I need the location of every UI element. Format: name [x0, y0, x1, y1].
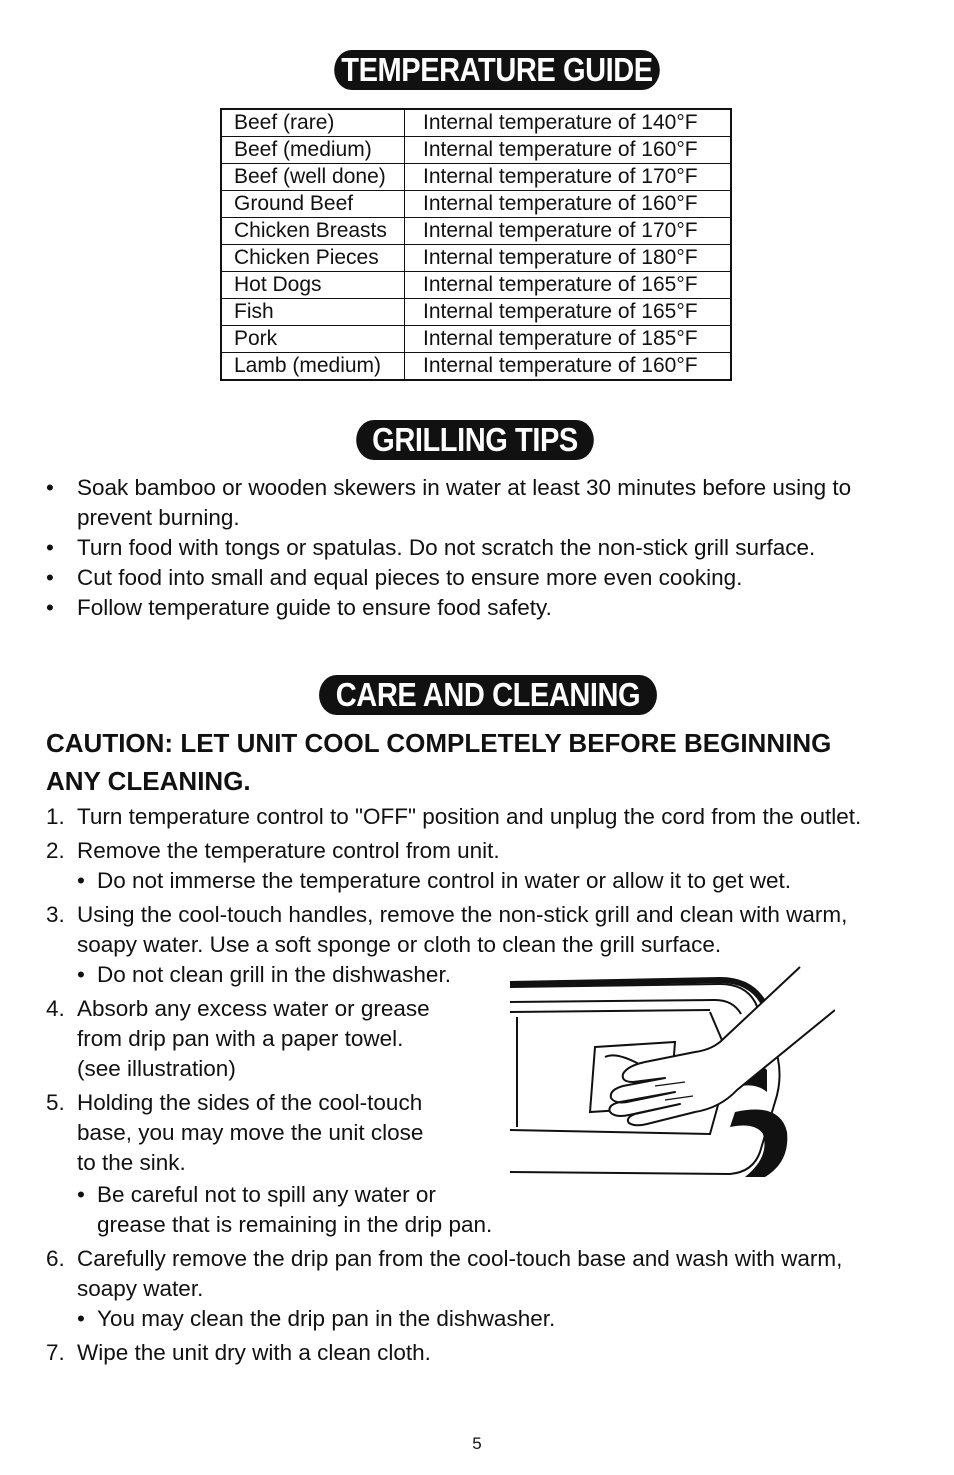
step-text: Absorb any excess water or grease — [77, 996, 430, 1021]
step-number: 4. — [46, 996, 65, 1021]
tip-text: Soak bamboo or wooden skewers in water at least 30 minutes before using to — [77, 475, 852, 500]
sub-text: Be careful not to spill any water or — [97, 1182, 436, 1207]
bullet-icon: • — [77, 868, 85, 893]
sub-text: Do not clean grill in the dishwasher. — [97, 962, 451, 987]
list-item — [46, 563, 916, 593]
sub-item — [46, 1304, 926, 1334]
step-item — [46, 1088, 517, 1178]
food-cell: Beef (rare) — [221, 109, 405, 137]
page-number: 5 — [472, 1434, 482, 1453]
temperature-cell: Internal temperature of 160°F — [423, 354, 698, 377]
list-item — [46, 593, 916, 623]
food-cell: Hot Dogs — [221, 272, 405, 299]
table-row — [221, 137, 731, 164]
step-text: base, you may move the unit close — [77, 1120, 424, 1145]
step-number: 6. — [46, 1246, 65, 1271]
sub-text: You may clean the drip pan in the dishwasher. — [97, 1306, 556, 1331]
care-and-cleaning-heading: CARE AND CLEANING — [319, 675, 657, 715]
temperature-cell: Internal temperature of 180°F — [405, 245, 732, 272]
food-cell: Fish — [221, 299, 405, 326]
table-row — [221, 109, 731, 137]
step-text: (see illustration) — [77, 1056, 236, 1081]
food-cell: Beef (medium) — [221, 137, 405, 164]
tip-text: Follow temperature guide to ensure food safety. — [77, 595, 552, 620]
caution-heading — [46, 724, 896, 800]
food-cell: Pork — [221, 326, 405, 353]
step-number: 5. — [46, 1090, 65, 1115]
sub-item — [46, 866, 926, 896]
grilling-tips-list — [46, 473, 916, 623]
step-number: 1. — [46, 804, 65, 829]
temperature-cell: Internal temperature of 165°F — [405, 272, 732, 299]
step-text: Remove the temperature control from unit. — [77, 838, 500, 863]
tip-text: Cut food into small and equal pieces to ensure more even cooking. — [77, 565, 743, 590]
step-text: Holding the sides of the cool-touch — [77, 1090, 423, 1115]
list-item — [46, 533, 916, 563]
temperature-cell: Internal temperature of 140°F — [405, 109, 732, 137]
step-item — [46, 1338, 926, 1368]
caution-line: CAUTION: LET UNIT COOL COMPLETELY BEFORE BEGINNING — [46, 728, 832, 758]
step-text: Wipe the unit dry with a clean cloth. — [77, 1340, 431, 1365]
food-cell: Chicken Pieces — [221, 245, 405, 272]
step-item — [46, 836, 926, 866]
step-number: 3. — [46, 902, 65, 927]
temperature-guide-heading: TEMPERATURE GUIDE — [334, 50, 660, 90]
step-text: to the sink. — [77, 1150, 186, 1175]
temperature-cell: Internal temperature of 160°F — [405, 137, 732, 164]
grilling-tips-heading: GRILLING TIPS — [356, 420, 594, 460]
bullet-icon: • — [46, 565, 54, 590]
food-cell: Lamb (medium) — [221, 353, 405, 381]
caution-line: ANY CLEANING. — [46, 766, 251, 796]
tip-text: Turn food with tongs or spatulas. Do not scratch the non-stick grill surface. — [77, 535, 816, 560]
bullet-icon: • — [46, 475, 54, 500]
table-row — [221, 164, 731, 191]
step-number: 2. — [46, 838, 65, 863]
step-item — [46, 900, 926, 960]
temperature-table — [220, 108, 732, 381]
food-cell: Chicken Breasts — [221, 218, 405, 245]
temperature-cell: Internal temperature of 165°F — [405, 299, 732, 326]
table-row — [221, 272, 731, 299]
table-row — [221, 245, 731, 272]
drip-pan-wiping-illustration — [505, 962, 835, 1192]
tip-text: prevent burning. — [77, 505, 240, 530]
temperature-cell: Internal temperature of 160°F — [405, 191, 732, 218]
bullet-icon: • — [46, 535, 54, 560]
food-cell: Ground Beef — [221, 191, 405, 218]
temperature-cell: Internal temperature of 170°F — [405, 164, 732, 191]
step-item — [46, 802, 926, 832]
bullet-icon: • — [77, 962, 85, 987]
food-cell: Beef (well done) — [221, 164, 405, 191]
list-item — [46, 473, 916, 533]
step-text: Carefully remove the drip pan from the cool-touch base and wash with warm, — [77, 1246, 843, 1271]
table-row — [221, 299, 731, 326]
table-row — [221, 326, 731, 353]
temperature-cell: Internal temperature of 185°F — [405, 326, 732, 353]
table-row — [221, 353, 731, 381]
step-item — [46, 1244, 926, 1304]
step-text: soapy water. Use a soft sponge or cloth to clean the grill surface. — [77, 932, 722, 957]
temperature-cell: Internal temperature of 170°F — [405, 218, 732, 245]
step-number: 7. — [46, 1340, 65, 1365]
sub-text: grease that is remaining in the drip pan. — [97, 1212, 493, 1237]
bullet-icon: • — [77, 1306, 85, 1331]
bullet-icon: • — [46, 595, 54, 620]
step-text: from drip pan with a paper towel. — [77, 1026, 404, 1051]
table-row — [221, 218, 731, 245]
step-text: Using the cool-touch handles, remove the non-stick grill and clean with warm, — [77, 902, 848, 927]
table-row — [221, 191, 731, 218]
step-item — [46, 994, 517, 1084]
step-text: soapy water. — [77, 1276, 204, 1301]
step-text: Turn temperature control to "OFF" position and unplug the cord from the outlet. — [77, 804, 862, 829]
sub-text: Do not immerse the temperature control in water or allow it to get wet. — [97, 868, 792, 893]
bullet-icon: • — [77, 1182, 85, 1207]
